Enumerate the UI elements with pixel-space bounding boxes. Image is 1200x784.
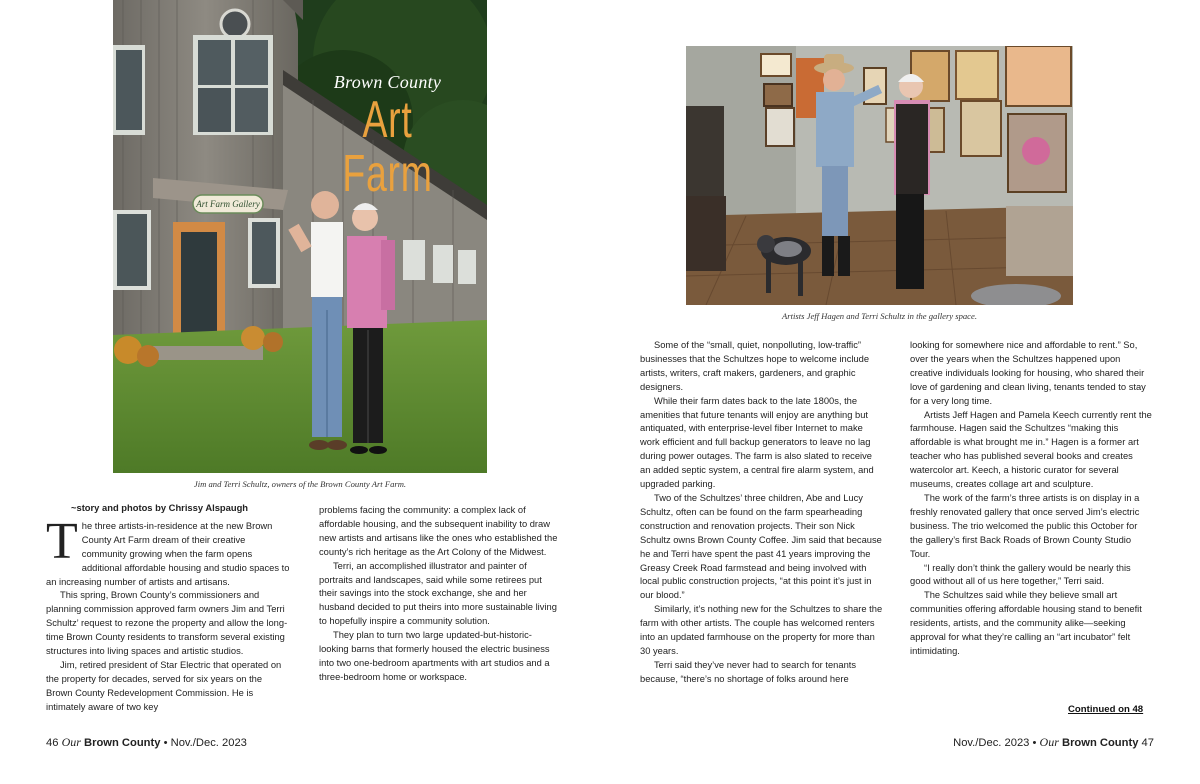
footer-right	[953, 735, 1154, 750]
paragraph: Some of the “small, quiet, nonpolluting, low-traffic” businesses that the Schultzes hope to welcome include artists, writers, craft makers, gardeners, and graphic designers.	[640, 340, 870, 392]
our-logo-right: Our	[1039, 735, 1059, 749]
paragraph: Jim, retired president of Star Electric that operated on the property for decades, served for six years on the Brown County Redevelopment Commission. He is intimately aware of two key	[46, 659, 282, 712]
paragraph: “I really don’t think the gallery would be nearly this good without all of us here together,” Terri said.	[910, 562, 1131, 587]
page-number-left: 46	[46, 737, 59, 749]
right-photo-caption: Artists Jeff Hagen and Terri Schultz in the gallery space.	[782, 311, 977, 321]
paragraph: Artists Jeff Hagen and Pamela Keech currently rent the farmhouse. Hagen said the Schultzes “making this affordable is what brought me in.” Hagen is a former art teacher who has published several books and creates watercolor art. Keech, a historic curator for several museums, creates collage art and sculpture.	[910, 409, 1152, 490]
paragraph: Terri, an accomplished illustrator and painter of portraits and landscapes, said while some retirees put their savings into the stock exchange, she and her husband decided to put theirs into more sustainable living to hopefully inspire a community solution.	[319, 560, 557, 627]
paragraph: While their farm dates back to the late 1800s, the amenities that future tenants will enjoy are anything but antiquated, with enterprise-level fiber Internet to make work efficient and full backup generators to leave no lag during power outages. The farm is also slated to receive an added septic system, a central fire alarm system, and upgraded parking.	[640, 395, 874, 490]
paragraph: Similarly, it’s nothing new for the Schultzes to share the farm with other artists. The couple has welcomed renters into an updated farmhouse on the property for more than 30 years.	[640, 604, 883, 656]
drop-cap: T	[46, 512, 78, 570]
left-photo-caption: Jim and Terri Schultz, owners of the Brown County Art Farm.	[193, 479, 407, 489]
publication-name-left: Brown County	[84, 737, 161, 749]
barn-photo	[113, 0, 487, 473]
article-column-3	[640, 339, 883, 687]
paragraph: The work of the farm’s three artists is on display in a freshly renovated gallery that once served Jim’s electric business. The trio welcomed the public this October for the gallery’s first Back Roads of Brown County Studio Tour.	[910, 492, 1140, 559]
publication-name-right: Brown County	[1061, 737, 1139, 749]
gallery-photo	[686, 46, 1073, 305]
footer-separator-left: •	[163, 737, 168, 749]
byline: ~story and photos by Chrissy Alspaugh	[71, 502, 249, 513]
barn-photo-art	[113, 0, 487, 473]
paragraph: Terri said they’ve never had to search for tenants because, “there’s no shortage of folks around here	[640, 659, 857, 684]
issue-date-right: Nov./Dec. 2023	[953, 737, 1030, 749]
footer-separator-right: •	[1032, 737, 1037, 749]
paragraph: This spring, Brown County’s commissioners and planning commission approved farm owners Jim and Terri Schultz’ request to rezone the property and allow the long-time Brown County residents to transform several existing structures into living spaces and artistic studios.	[46, 590, 288, 657]
paragraph: They plan to turn two large updated-but-historic-looking barns that formerly housed the electric business into two one-bedroom apartments with art studios and a three-bedroom home or workspace.	[319, 630, 550, 682]
issue-date-left: Nov./Dec. 2023	[170, 737, 247, 749]
article-column-2	[319, 504, 561, 685]
page-number-right: 47	[1141, 737, 1154, 749]
feature-title-big: Art Farm	[342, 91, 433, 203]
gallery-photo-art	[686, 46, 1073, 305]
feature-title-small: Brown County	[333, 72, 442, 92]
paragraph: looking for somewhere nice and affordable to rent.” So, over the years when the Schultzes happened upon creative individuals looking for housing, who shared their love of gardening and clean living, tenants tended to stay for a very long time.	[910, 340, 1146, 406]
paragraph: The Schultzes said while they believe small art communities offering affordable housing stand to benefit residents, artists, and the community alike—seeking approval for what they’re calling an “art incubator” felt intimidating.	[910, 590, 1142, 656]
article-column-1	[46, 501, 291, 715]
continued-link[interactable]: Continued on 48	[1068, 704, 1144, 715]
feature-title	[300, 72, 475, 201]
our-logo-left: Our	[61, 735, 81, 749]
paragraph: problems facing the community: a complex lack of affordable housing, and the subsequent inability to draw new artists and artisans like the ones who established the county’s rich heritage as the Art Colony of the Midwest.	[319, 505, 558, 557]
article-column-4	[910, 339, 1152, 659]
paragraph: Two of the Schultzes’ three children, Abe and Lucy Schultz, often can be found on the farm spearheading construction and renovation projects. Their son Nick Schultz owns Brown County Coffee. Jim said that because he and Terri have spent the past 41 years improving the Greasy Creek Road farmstead and being involved with local public construction projects, “at this point it’s just in our blood.”	[640, 492, 882, 601]
footer-left	[46, 735, 247, 750]
sign-text: Art Farm Gallery	[196, 199, 260, 209]
paragraph: he three artists-in-residence at the new Brown County Art Farm dream of their creative community growing when the farm opens additional affordable housing and studio spaces to an increasing number of artists and artisans.	[46, 520, 290, 587]
